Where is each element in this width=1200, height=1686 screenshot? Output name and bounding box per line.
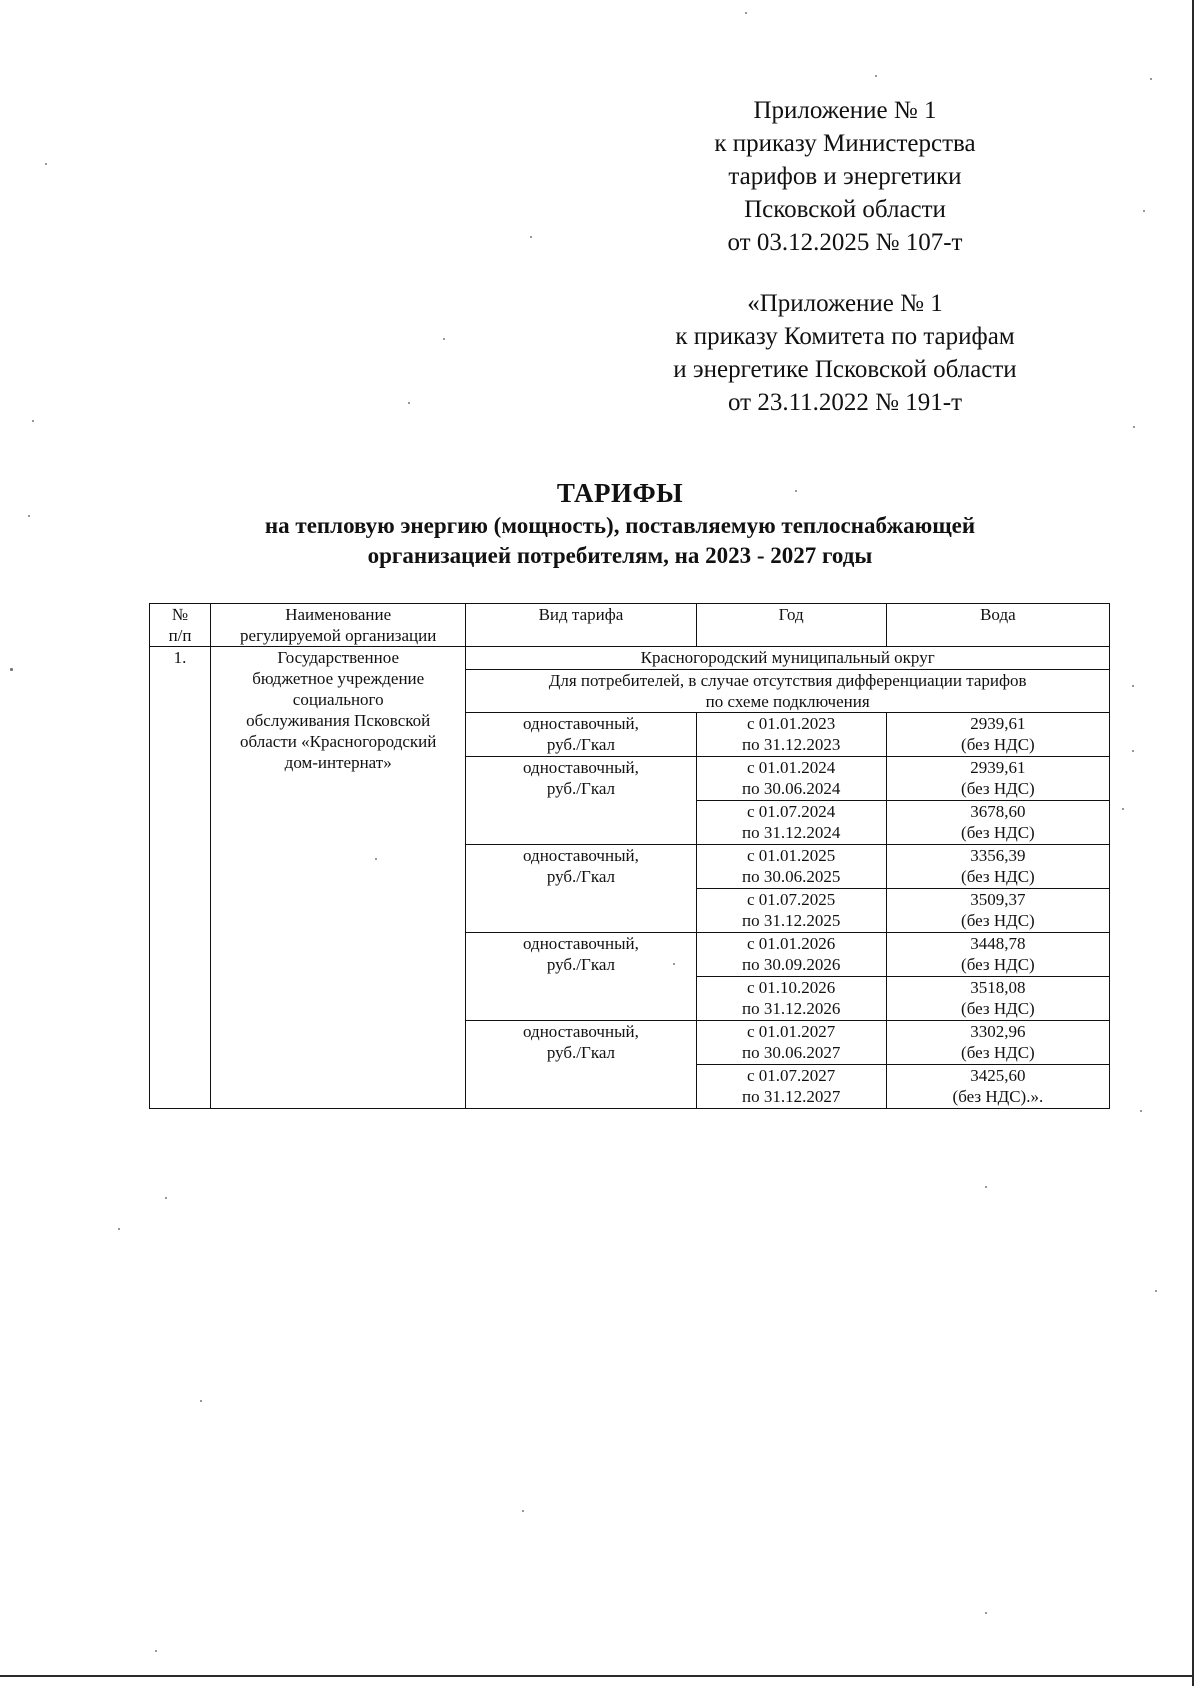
header-number-line: № xyxy=(171,605,189,624)
tariff-vat-note: (без НДС) xyxy=(961,955,1035,974)
tariff-value: 3678,60 xyxy=(970,802,1026,821)
tariff-type-line: руб./Гкал xyxy=(546,1043,616,1062)
tariff-type-line: руб./Гкал xyxy=(546,735,616,754)
tariff-value: 2939,61 xyxy=(970,714,1026,733)
scan-speck xyxy=(1140,1110,1142,1112)
tariff-type-line: одноставочный, xyxy=(523,714,639,733)
tariff-type-cell xyxy=(466,933,696,1021)
tariff-vat-note: (без НДС) xyxy=(961,999,1035,1018)
tariff-vat-note: (без НДС) xyxy=(961,867,1035,886)
scan-speck xyxy=(28,515,30,517)
scan-speck xyxy=(165,1197,167,1199)
scan-speck xyxy=(1155,1290,1157,1292)
tariff-vat-note: (без НДС).». xyxy=(952,1087,1044,1106)
scan-speck xyxy=(530,236,532,238)
water-tariff-cell xyxy=(886,801,1109,845)
period-from: с 01.01.2027 xyxy=(747,1022,836,1041)
scan-speck xyxy=(118,1228,120,1230)
scan-speck xyxy=(10,668,13,671)
tariff-value: 3448,78 xyxy=(970,934,1026,953)
tariff-type-line: руб./Гкал xyxy=(546,867,616,886)
scan-speck xyxy=(155,1650,157,1652)
period-to: по 31.12.2025 xyxy=(741,911,841,930)
scan-speck xyxy=(522,1510,524,1512)
tariff-type-line: руб./Гкал xyxy=(546,779,616,798)
header-water: Вода xyxy=(886,604,1109,647)
water-tariff-cell xyxy=(886,1065,1109,1109)
consumer-group-line: по схеме подключения xyxy=(705,692,870,711)
header-year: Год xyxy=(696,604,886,647)
period-to: по 30.06.2027 xyxy=(741,1043,841,1062)
period-to: по 31.12.2027 xyxy=(741,1087,841,1106)
scan-edge-right xyxy=(1192,0,1194,1686)
scan-speck xyxy=(45,163,47,165)
scan-speck xyxy=(875,75,877,77)
organization-line: Государственное xyxy=(277,648,399,667)
scan-speck xyxy=(745,12,747,14)
period-from: с 01.01.2026 xyxy=(747,934,836,953)
organization-line: области «Красногородский xyxy=(240,732,437,751)
appendix-current-line: Приложение № 1 xyxy=(753,97,937,124)
tariff-vat-note: (без НДС) xyxy=(961,823,1035,842)
period-cell xyxy=(696,1065,886,1109)
scan-speck xyxy=(32,420,34,422)
header-number-line: п/п xyxy=(168,626,192,645)
period-to: по 30.06.2024 xyxy=(741,779,841,798)
document-subtitle-line: организацией потребителям, на 2023 - 2027 годы xyxy=(367,543,873,568)
period-cell xyxy=(696,933,886,977)
header-number xyxy=(150,604,211,647)
period-from: с 01.07.2024 xyxy=(747,802,836,821)
header-organization-line: регулируемой организации xyxy=(240,626,437,645)
period-cell xyxy=(696,845,886,889)
consumer-group-line: Для потребителей, в случае отсутствия дифференциации тарифов xyxy=(548,671,1027,690)
tariff-value: 3302,96 xyxy=(970,1022,1026,1041)
tariff-vat-note: (без НДС) xyxy=(961,1043,1035,1062)
period-cell xyxy=(696,889,886,933)
tariff-type-cell xyxy=(466,757,696,845)
tariff-type-cell xyxy=(466,713,696,757)
period-cell xyxy=(696,757,886,801)
tariff-type-cell xyxy=(466,1021,696,1109)
organization-line: социального xyxy=(292,690,384,709)
scan-speck xyxy=(1150,78,1152,80)
scan-speck xyxy=(1132,685,1134,687)
tariff-value: 3356,39 xyxy=(970,846,1026,865)
scan-edge-bottom xyxy=(0,1675,1194,1677)
table-row xyxy=(150,647,1110,670)
water-tariff-cell xyxy=(886,889,1109,933)
scan-speck xyxy=(1143,210,1145,212)
tariff-type-line: одноставочный, xyxy=(523,934,639,953)
period-to: по 30.06.2025 xyxy=(741,867,841,886)
organization-line: бюджетное учреждение xyxy=(252,669,425,688)
appendix-previous-line: от 23.11.2022 № 191-т xyxy=(727,389,963,416)
tariff-type-line: одноставочный, xyxy=(523,758,639,777)
period-cell xyxy=(696,801,886,845)
scan-speck xyxy=(985,1186,987,1188)
scan-speck xyxy=(1133,426,1135,428)
header-tariff-type: Вид тарифа xyxy=(466,604,696,647)
period-cell xyxy=(696,1021,886,1065)
water-tariff-cell xyxy=(886,757,1109,801)
appendix-current-line: тарифов и энергетики xyxy=(728,163,962,190)
period-cell xyxy=(696,977,886,1021)
appendix-previous-line: «Приложение № 1 xyxy=(747,290,943,317)
period-to: по 30.09.2026 xyxy=(741,955,841,974)
tariff-value: 3509,37 xyxy=(970,890,1026,909)
tariff-vat-note: (без НДС) xyxy=(961,911,1035,930)
scan-speck xyxy=(1122,808,1124,810)
table-header-row xyxy=(150,604,1110,647)
consumer-group-cell xyxy=(466,670,1110,713)
period-from: с 01.01.2025 xyxy=(747,846,836,865)
organization-line: обслуживания Псковской xyxy=(246,711,431,730)
tariff-value: 3518,08 xyxy=(970,978,1026,997)
appendix-current-line: Псковской области xyxy=(744,196,946,223)
period-cell xyxy=(696,713,886,757)
appendix-previous-block xyxy=(600,287,1090,419)
period-from: с 01.07.2027 xyxy=(747,1066,836,1085)
tariff-value: 2939,61 xyxy=(970,758,1026,777)
period-from: с 01.10.2026 xyxy=(747,978,836,997)
tariff-type-line: руб./Гкал xyxy=(546,955,616,974)
water-tariff-cell xyxy=(886,713,1109,757)
period-from: с 01.01.2024 xyxy=(747,758,836,777)
scan-speck xyxy=(985,1612,987,1614)
period-from: с 01.01.2023 xyxy=(747,714,836,733)
water-tariff-cell xyxy=(886,933,1109,977)
header-organization xyxy=(211,604,466,647)
appendix-previous-line: к приказу Комитета по тарифам xyxy=(675,323,1015,350)
organization-cell xyxy=(211,647,466,1109)
scan-speck xyxy=(408,402,410,404)
period-to: по 31.12.2023 xyxy=(741,735,841,754)
scan-speck xyxy=(200,1400,202,1402)
tariff-vat-note: (без НДС) xyxy=(961,735,1035,754)
appendix-current-block xyxy=(600,94,1090,259)
tariff-type-line: одноставочный, xyxy=(523,1022,639,1041)
water-tariff-cell xyxy=(886,1021,1109,1065)
row-number-cell: 1. xyxy=(150,647,211,1109)
scan-speck xyxy=(443,338,445,340)
appendix-current-line: к приказу Министерства xyxy=(714,130,976,157)
appendix-current-line: от 03.12.2025 № 107-т xyxy=(727,229,963,256)
water-tariff-cell xyxy=(886,845,1109,889)
water-tariff-cell xyxy=(886,977,1109,1021)
tariff-type-line: одноставочный, xyxy=(523,846,639,865)
header-organization-line: Наименование xyxy=(285,605,392,624)
scan-speck xyxy=(1132,750,1134,752)
period-to: по 31.12.2026 xyxy=(741,999,841,1018)
tariff-vat-note: (без НДС) xyxy=(961,779,1035,798)
tariff-value: 3425,60 xyxy=(970,1066,1026,1085)
document-subtitle-line: на тепловую энергию (мощность), поставляемую теплоснабжающей xyxy=(264,513,976,538)
region-cell: Красногородский муниципальный округ xyxy=(466,647,1110,670)
tariff-type-cell xyxy=(466,845,696,933)
document-title: ТАРИФЫ xyxy=(556,478,684,508)
document-heading xyxy=(150,475,1090,571)
period-from: с 01.07.2025 xyxy=(747,890,836,909)
organization-line: дом-интернат» xyxy=(284,753,392,772)
appendix-previous-line: и энергетике Псковской области xyxy=(673,356,1017,383)
tariffs-table xyxy=(149,603,1110,1109)
period-to: по 31.12.2024 xyxy=(741,823,841,842)
